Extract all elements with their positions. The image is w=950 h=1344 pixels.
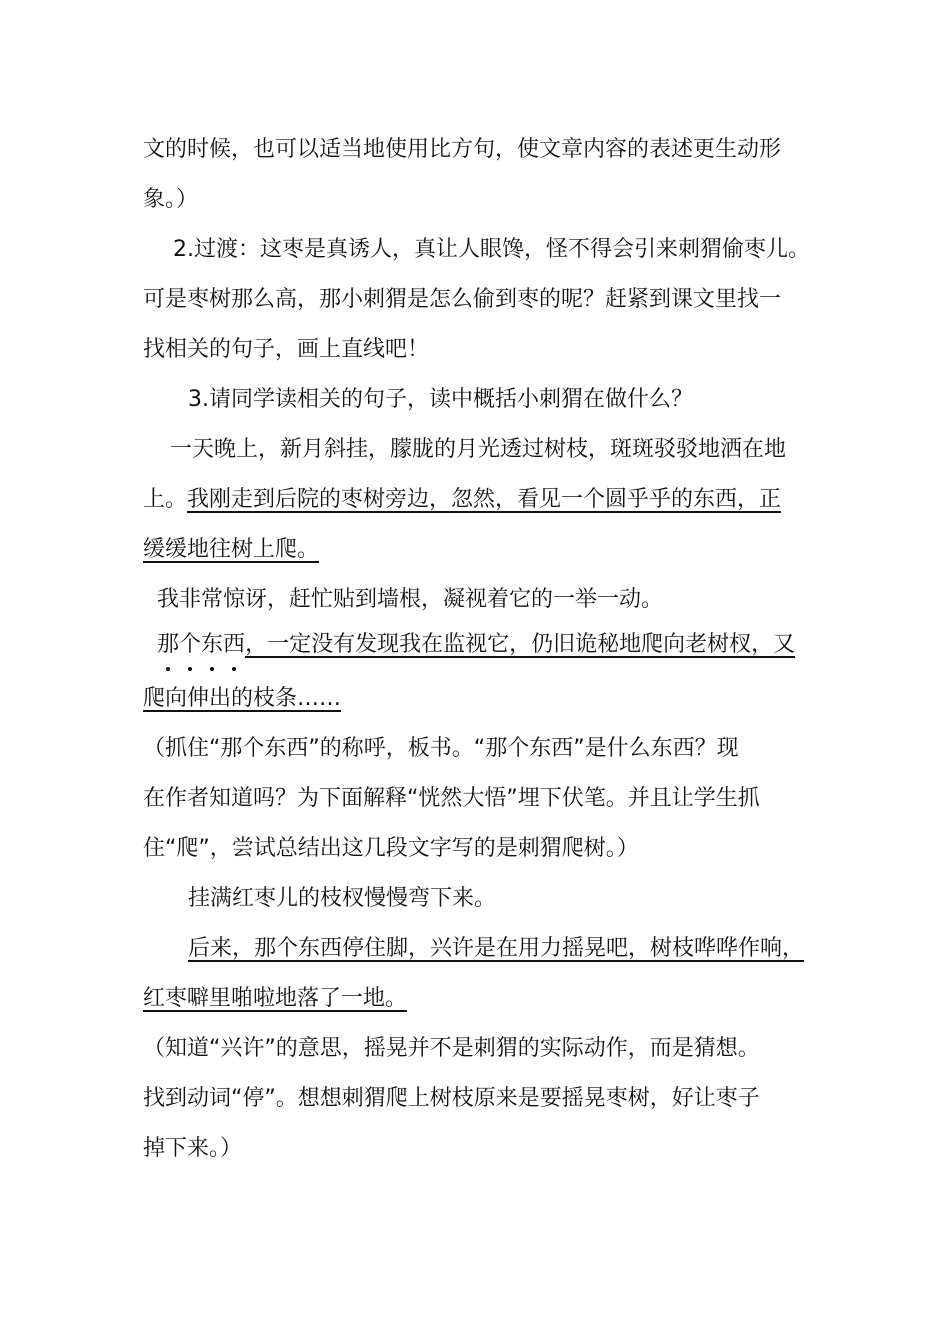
- underlined-sentence: ，一定没有发现我在监视它，仍旧诡秘地爬向老树杈，又: [245, 632, 796, 657]
- text-line: [143, 535, 319, 565]
- text-line: [143, 1034, 760, 1064]
- text-segment: 找相关的句子，画上直线吧！: [143, 337, 430, 362]
- text-segment: 文的时候，也可以适当地使用比方句，使文章内容的表述更生动形: [143, 137, 782, 162]
- emphasis-char: 那: [157, 630, 179, 660]
- text-segment: 住“爬”，尝试总结出这几段文字写的是刺猬爬树。）: [143, 836, 639, 861]
- text-line: [170, 435, 786, 465]
- text-line: [143, 984, 407, 1014]
- text-segment: 2.过渡：这枣是真诱人，真让人眼馋，怪不得会引来刺猬偷枣儿。: [173, 237, 810, 262]
- text-line: [143, 285, 781, 315]
- text-line: [143, 734, 739, 764]
- text-segment: （知道“兴许”的意思，摇晃并不是刺猬的实际动作，而是猜想。: [143, 1036, 760, 1061]
- text-segment: 我非常惊讶，赶忙贴到墙根，凝视着它的一举一动。: [157, 587, 664, 612]
- text-segment: （抓住“那个东西”的称呼，板书。“那个东西”是什么东西？现: [143, 736, 739, 761]
- text-line: [143, 1084, 760, 1114]
- text-line: [157, 585, 663, 615]
- text-line: [143, 784, 760, 814]
- emphasis-char: 东: [201, 630, 223, 660]
- text-segment: 挂满红枣儿的枝杈慢慢弯下来。: [188, 886, 497, 911]
- underlined-sentence: 缓缓地往树上爬。: [143, 537, 320, 562]
- text-segment: 找到动词“停”。想想刺猬爬上树枝原来是要摇晃枣树，好让枣子: [143, 1086, 760, 1111]
- text-segment: 3.请同学读相关的句子，读中概括小刺猬在做什么？: [188, 387, 693, 412]
- underlined-sentence: 我刚走到后院的枣树旁边，忽然，看见一个圆乎乎的东西，正: [187, 487, 782, 512]
- text-segment: 可是枣树那么高，那小刺猬是怎么偷到枣的呢？赶紧到课文里找一: [143, 287, 782, 312]
- text-line: [143, 335, 429, 365]
- text-line: [188, 884, 496, 914]
- text-segment: 掉下来。）: [143, 1136, 243, 1161]
- text-line: [157, 630, 795, 660]
- emphasis-dotted-phrase: [157, 632, 245, 657]
- underlined-sentence: 爬向伸出的枝条……: [143, 686, 342, 711]
- text-segment: 在作者知道吗？为下面解释“恍然大悟”埋下伏笔。并且让学生抓: [143, 786, 760, 811]
- text-line: [143, 684, 341, 714]
- text-line: [143, 485, 781, 515]
- underlined-sentence: 后来，那个东西停住脚，兴许是在用力摇晃吧，树枝哗哗作响，: [188, 936, 805, 961]
- text-line: [188, 934, 804, 964]
- underlined-sentence: 红枣噼里啪啦地落了一地。: [143, 986, 408, 1011]
- text-line: [173, 235, 810, 265]
- text-segment: 一天晚上，新月斜挂，朦胧的月光透过树枝，斑斑驳驳地洒在地: [170, 437, 787, 462]
- text-line: [143, 834, 639, 864]
- text-segment: 象。）: [143, 187, 199, 212]
- text-line: [143, 185, 198, 215]
- emphasis-char: 西: [223, 630, 245, 660]
- emphasis-char: 个: [179, 630, 201, 660]
- text-line: [143, 135, 781, 165]
- text-line: [143, 1134, 242, 1164]
- text-line: [188, 385, 693, 415]
- text-segment: 上。: [143, 487, 188, 512]
